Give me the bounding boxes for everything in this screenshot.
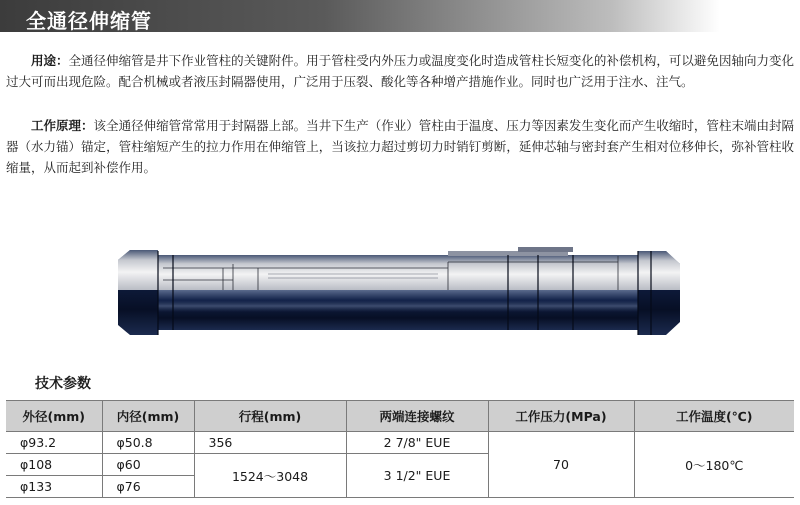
cell-od: φ93.2 xyxy=(6,432,102,454)
telescopic-joint-image xyxy=(118,238,680,338)
cell-thread: 2 7/8" EUE xyxy=(346,432,488,454)
principle-paragraph xyxy=(6,115,794,178)
table-row xyxy=(6,432,794,454)
header-stroke: 行程(mm) xyxy=(194,401,346,432)
cell-od: φ133 xyxy=(6,476,102,498)
header-id: 内径(mm) xyxy=(102,401,194,432)
cell-id: φ60 xyxy=(102,454,194,476)
cell-pressure: 70 xyxy=(488,432,634,498)
cell-stroke: 356 xyxy=(194,432,346,454)
header-pressure: 工作压力(MPa) xyxy=(488,401,634,432)
header-temperature: 工作温度(℃) xyxy=(634,401,794,432)
usage-paragraph xyxy=(6,50,794,92)
header-thread: 两端连接螺纹 xyxy=(346,401,488,432)
spec-header-row xyxy=(6,401,794,432)
title-bar xyxy=(0,0,720,32)
usage-label: 用途： xyxy=(31,53,69,68)
header-od: 外径(mm) xyxy=(6,401,102,432)
spec-table xyxy=(6,400,794,498)
cell-temperature: 0～180℃ xyxy=(634,432,794,498)
usage-text: 全通径伸缩管是井下作业管柱的关键附件。用于管柱受内外压力或温度变化时造成管柱长短变化的补偿机构，可以避免因轴向力变化过大可而出现危险。配合机械或者液压封隔器使用，广泛用于压裂、酸化等各种增产措施作业。同时也广泛用于注水、注气。 xyxy=(6,53,794,89)
spec-section-title: 技术参数 xyxy=(35,376,91,392)
principle-label: 工作原理： xyxy=(31,118,94,133)
cell-stroke: 1524～3048 xyxy=(194,454,346,498)
page-title: 全通径伸缩管 xyxy=(26,9,152,33)
cell-id: φ50.8 xyxy=(102,432,194,454)
cell-id: φ76 xyxy=(102,476,194,498)
principle-text: 该全通径伸缩管常常用于封隔器上部。当井下生产（作业）管柱由于温度、压力等因素发生变化而产生收缩时，管柱末端由封隔器（水力锚）锚定，管柱缩短产生的拉力作用在伸缩管上，当该拉力超过剪切力时销钉剪断，延伸芯轴与密封套产生相对位移伸长，弥补管柱收缩量，从而起到补偿作用。 xyxy=(6,118,794,175)
cell-thread: 3 1/2" EUE xyxy=(346,454,488,498)
cell-od: φ108 xyxy=(6,454,102,476)
